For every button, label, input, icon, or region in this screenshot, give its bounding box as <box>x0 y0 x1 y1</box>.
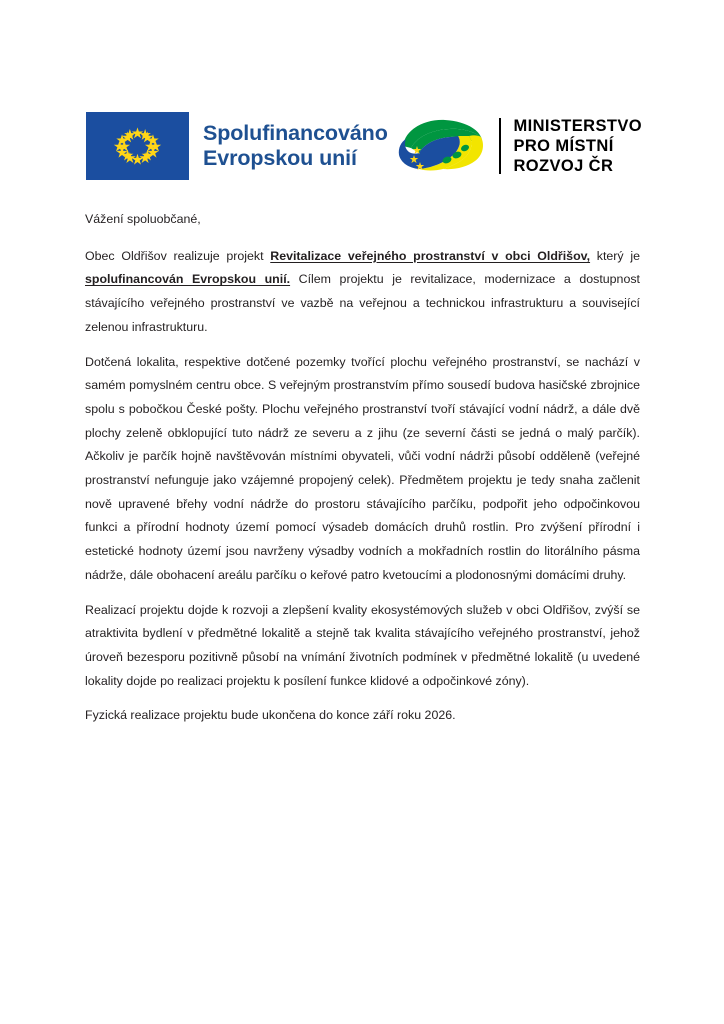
ministry-logo-text-line2: PRO MÍSTNÍ <box>513 136 614 155</box>
body-text: Cílem projektu je revitalizace, modernizace a dostupnost stávajícího veřejného prostranství ve vazbě na veřejnou a technickou infrastrukturu a související zelenou infrastrukturu. <box>85 272 640 334</box>
body-text: Dotčená lokalita, respektive dotčené pozemky tvořící plochu veřejného prostranství, se nachází v samém pomyslném centru obce. S veřejným prostranstvím přímo sousedí budova hasičské zbrojnice spolu s pobočkou České pošty. Plochu veřejného prostranství tvoří stávající vodní nádrž, a dále dvě plochy zeleně obklopující tuto nádrž ze severu a z jihu (ze severní části se jedná o malý parčík). Ačkoliv je parčík hojně navštěvován místními obyvateli, vůči vodní nádrži působí odděleně (veřejné prostranství nefunguje jako vzájemné propojený celek). Předmětem projektu je tedy snaha začlenit nově upravené břehy vodní nádrže do prostoru stávajícího parčíku, podpořit jeho odpočinkovou funkci a přírodní hodnoty území pomocí výsadeb domácích druhů rostlin. Pro zvýšení přírodní i estetické hodnoty území jsou navrženy výsadby vodních a mokřadních rostlin do litorálního pásma nádrže, dále obohacení areálu parčíku o keřové patro kvetoucími a plodonosnými domácími druhy. <box>85 354 640 582</box>
body-text: který je <box>590 248 640 263</box>
paragraph-intro <box>85 245 640 340</box>
paragraph-locality <box>85 351 640 588</box>
ministry-logo-text-line1: MINISTERSTVO <box>513 116 642 135</box>
salutation: Vážení spoluobčané, <box>85 212 201 226</box>
ministry-logo-text <box>513 116 642 176</box>
body-text: Fyzická realizace projektu bude ukončena do konce září roku 2026. <box>85 708 456 723</box>
eu-flag-icon <box>86 112 189 180</box>
emphasis-text: Revitalizace veřejného prostranství v obci Oldřišov, <box>270 248 591 263</box>
body-text: Realizací projektu dojde k rozvoji a zlepšení kvality ekosystémových služeb v obci Oldřišov, zvýší se atraktivita bydlení v předmětné lokalitě a stejně tak kvalita stávajícího veřejného prostranství, jehož úroveň bezesporu pozitivně působí na vnímání životních podmínek v předmětné lokalitě (u uvedené lokality dojde po realizaci projektu k posílení funkce klidové a odpočinkové zóny). <box>85 602 640 688</box>
document-body <box>85 208 640 728</box>
eu-logo-text-line2: Evropskou unií <box>203 146 357 170</box>
eu-logo-text <box>203 121 388 171</box>
ministry-logo <box>395 115 642 177</box>
paragraph-outcome <box>85 599 640 694</box>
body-text: Obec Oldřišov realizuje projekt <box>85 248 271 263</box>
ministry-emblem-icon <box>395 115 487 177</box>
ministry-logo-divider <box>499 118 501 174</box>
eu-cofinancing-logo <box>86 112 388 180</box>
eu-logo-text-line1: Spolufinancováno <box>203 121 388 146</box>
paragraph-completion <box>85 704 640 728</box>
logo-band <box>86 110 642 182</box>
paragraph-list <box>85 245 640 728</box>
emphasis-text: spolufinancován Evropskou unií. <box>85 272 291 287</box>
ministry-logo-text-line3: ROZVOJ ČR <box>513 157 614 176</box>
